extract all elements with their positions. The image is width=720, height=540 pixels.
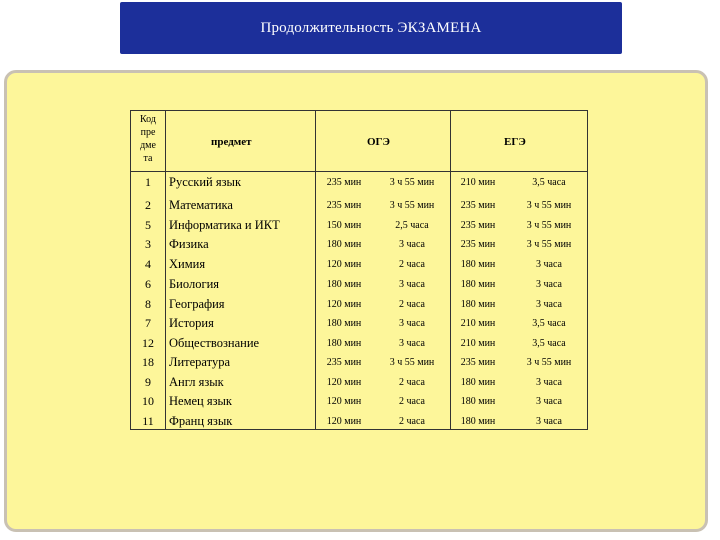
slide-title [120, 2, 622, 54]
cell-ege1: 210 мин [460, 177, 496, 188]
header-code: Код пре дме та [140, 114, 156, 164]
cell-oge2: 2 часа [399, 259, 425, 270]
header-subject: предмет [211, 136, 252, 148]
cell-ege2: 3,5 часа [532, 338, 566, 349]
cell-code: 11 [142, 414, 154, 428]
cell-oge2: 2 часа [399, 377, 425, 388]
cell-ege1: 235 мин [460, 239, 496, 250]
cell-ege1: 180 мин [460, 279, 496, 290]
cell-code: 8 [145, 297, 151, 311]
cell-subject: История [169, 316, 214, 330]
cell-subject: Англ язык [169, 375, 224, 389]
cell-oge1: 235 мин [326, 200, 362, 211]
cell-subject: Физика [169, 237, 209, 251]
cell-oge1: 120 мин [326, 416, 362, 427]
cell-subject: Франц язык [169, 414, 233, 428]
cell-code: 18 [142, 355, 154, 369]
cell-oge1: 120 мин [326, 396, 362, 407]
cell-oge1: 120 мин [326, 299, 362, 310]
cell-oge2: 3 часа [399, 279, 425, 290]
cell-oge2: 3 часа [399, 318, 425, 329]
cell-ege1: 180 мин [460, 299, 496, 310]
cell-ege1: 235 мин [460, 200, 496, 211]
cell-subject: Немец язык [169, 394, 233, 408]
cell-oge2: 2 часа [399, 299, 425, 310]
cell-ege2: 3 ч 55 мин [526, 239, 572, 250]
cell-code: 6 [145, 277, 151, 291]
cell-ege1: 180 мин [460, 416, 496, 427]
cell-oge2: 3 ч 55 мин [389, 200, 435, 211]
cell-code: 4 [145, 257, 151, 271]
cell-ege2: 3 часа [536, 259, 562, 270]
cell-oge1: 150 мин [326, 220, 362, 231]
col-divider [315, 111, 316, 429]
cell-ege2: 3,5 часа [532, 318, 566, 329]
cell-ege2: 3 часа [536, 377, 562, 388]
cell-oge1: 120 мин [326, 377, 362, 388]
col-divider [450, 111, 451, 429]
cell-oge2: 2 часа [399, 416, 425, 427]
cell-code: 7 [145, 316, 151, 330]
cell-ege1: 235 мин [460, 357, 496, 368]
cell-code: 5 [145, 218, 151, 232]
col-divider [165, 111, 166, 429]
cell-subject: Биология [169, 277, 220, 291]
cell-oge1: 235 мин [326, 357, 362, 368]
cell-subject: Информатика и ИКТ [169, 218, 280, 232]
cell-oge1: 235 мин [326, 177, 362, 188]
cell-oge2: 3 часа [399, 239, 425, 250]
cell-ege1: 210 мин [460, 318, 496, 329]
cell-code: 10 [142, 394, 154, 408]
cell-code: 9 [145, 375, 151, 389]
cell-subject: Литература [169, 355, 230, 369]
cell-oge1: 120 мин [326, 259, 362, 270]
cell-ege1: 180 мин [460, 396, 496, 407]
cell-ege2: 3,5 часа [532, 177, 566, 188]
cell-subject: География [169, 297, 225, 311]
cell-ege1: 210 мин [460, 338, 496, 349]
cell-oge2: 3 ч 55 мин [389, 177, 435, 188]
cell-oge2: 3 ч 55 мин [389, 357, 435, 368]
cell-subject: Математика [169, 198, 233, 212]
cell-ege2: 3 ч 55 мин [526, 357, 572, 368]
cell-ege1: 180 мин [460, 377, 496, 388]
cell-code: 3 [145, 237, 151, 251]
exam-duration-table [130, 110, 588, 430]
cell-ege2: 3 часа [536, 279, 562, 290]
cell-ege1: 180 мин [460, 259, 496, 270]
cell-ege2: 3 часа [536, 416, 562, 427]
header-oge: ОГЭ [367, 136, 391, 148]
cell-oge1: 180 мин [326, 318, 362, 329]
cell-ege2: 3 часа [536, 396, 562, 407]
header-ege: ЕГЭ [504, 136, 526, 148]
cell-oge1: 180 мин [326, 279, 362, 290]
cell-code: 1 [145, 175, 151, 189]
cell-oge2: 3 часа [399, 338, 425, 349]
cell-code: 2 [145, 198, 151, 212]
cell-subject: Обществознание [169, 336, 260, 350]
slide-title-text: Продолжительность ЭКЗАМЕНА [260, 19, 482, 36]
cell-code: 12 [142, 336, 154, 350]
cell-ege1: 235 мин [460, 220, 496, 231]
cell-ege2: 3 ч 55 мин [526, 220, 572, 231]
cell-oge2: 2 часа [399, 396, 425, 407]
cell-ege2: 3 часа [536, 299, 562, 310]
cell-oge1: 180 мин [326, 338, 362, 349]
cell-subject: Химия [169, 257, 206, 271]
cell-subject: Русский язык [169, 175, 242, 189]
header-divider [131, 171, 587, 172]
cell-ege2: 3 ч 55 мин [526, 200, 572, 211]
cell-oge2: 2,5 часа [395, 220, 429, 231]
cell-oge1: 180 мин [326, 239, 362, 250]
